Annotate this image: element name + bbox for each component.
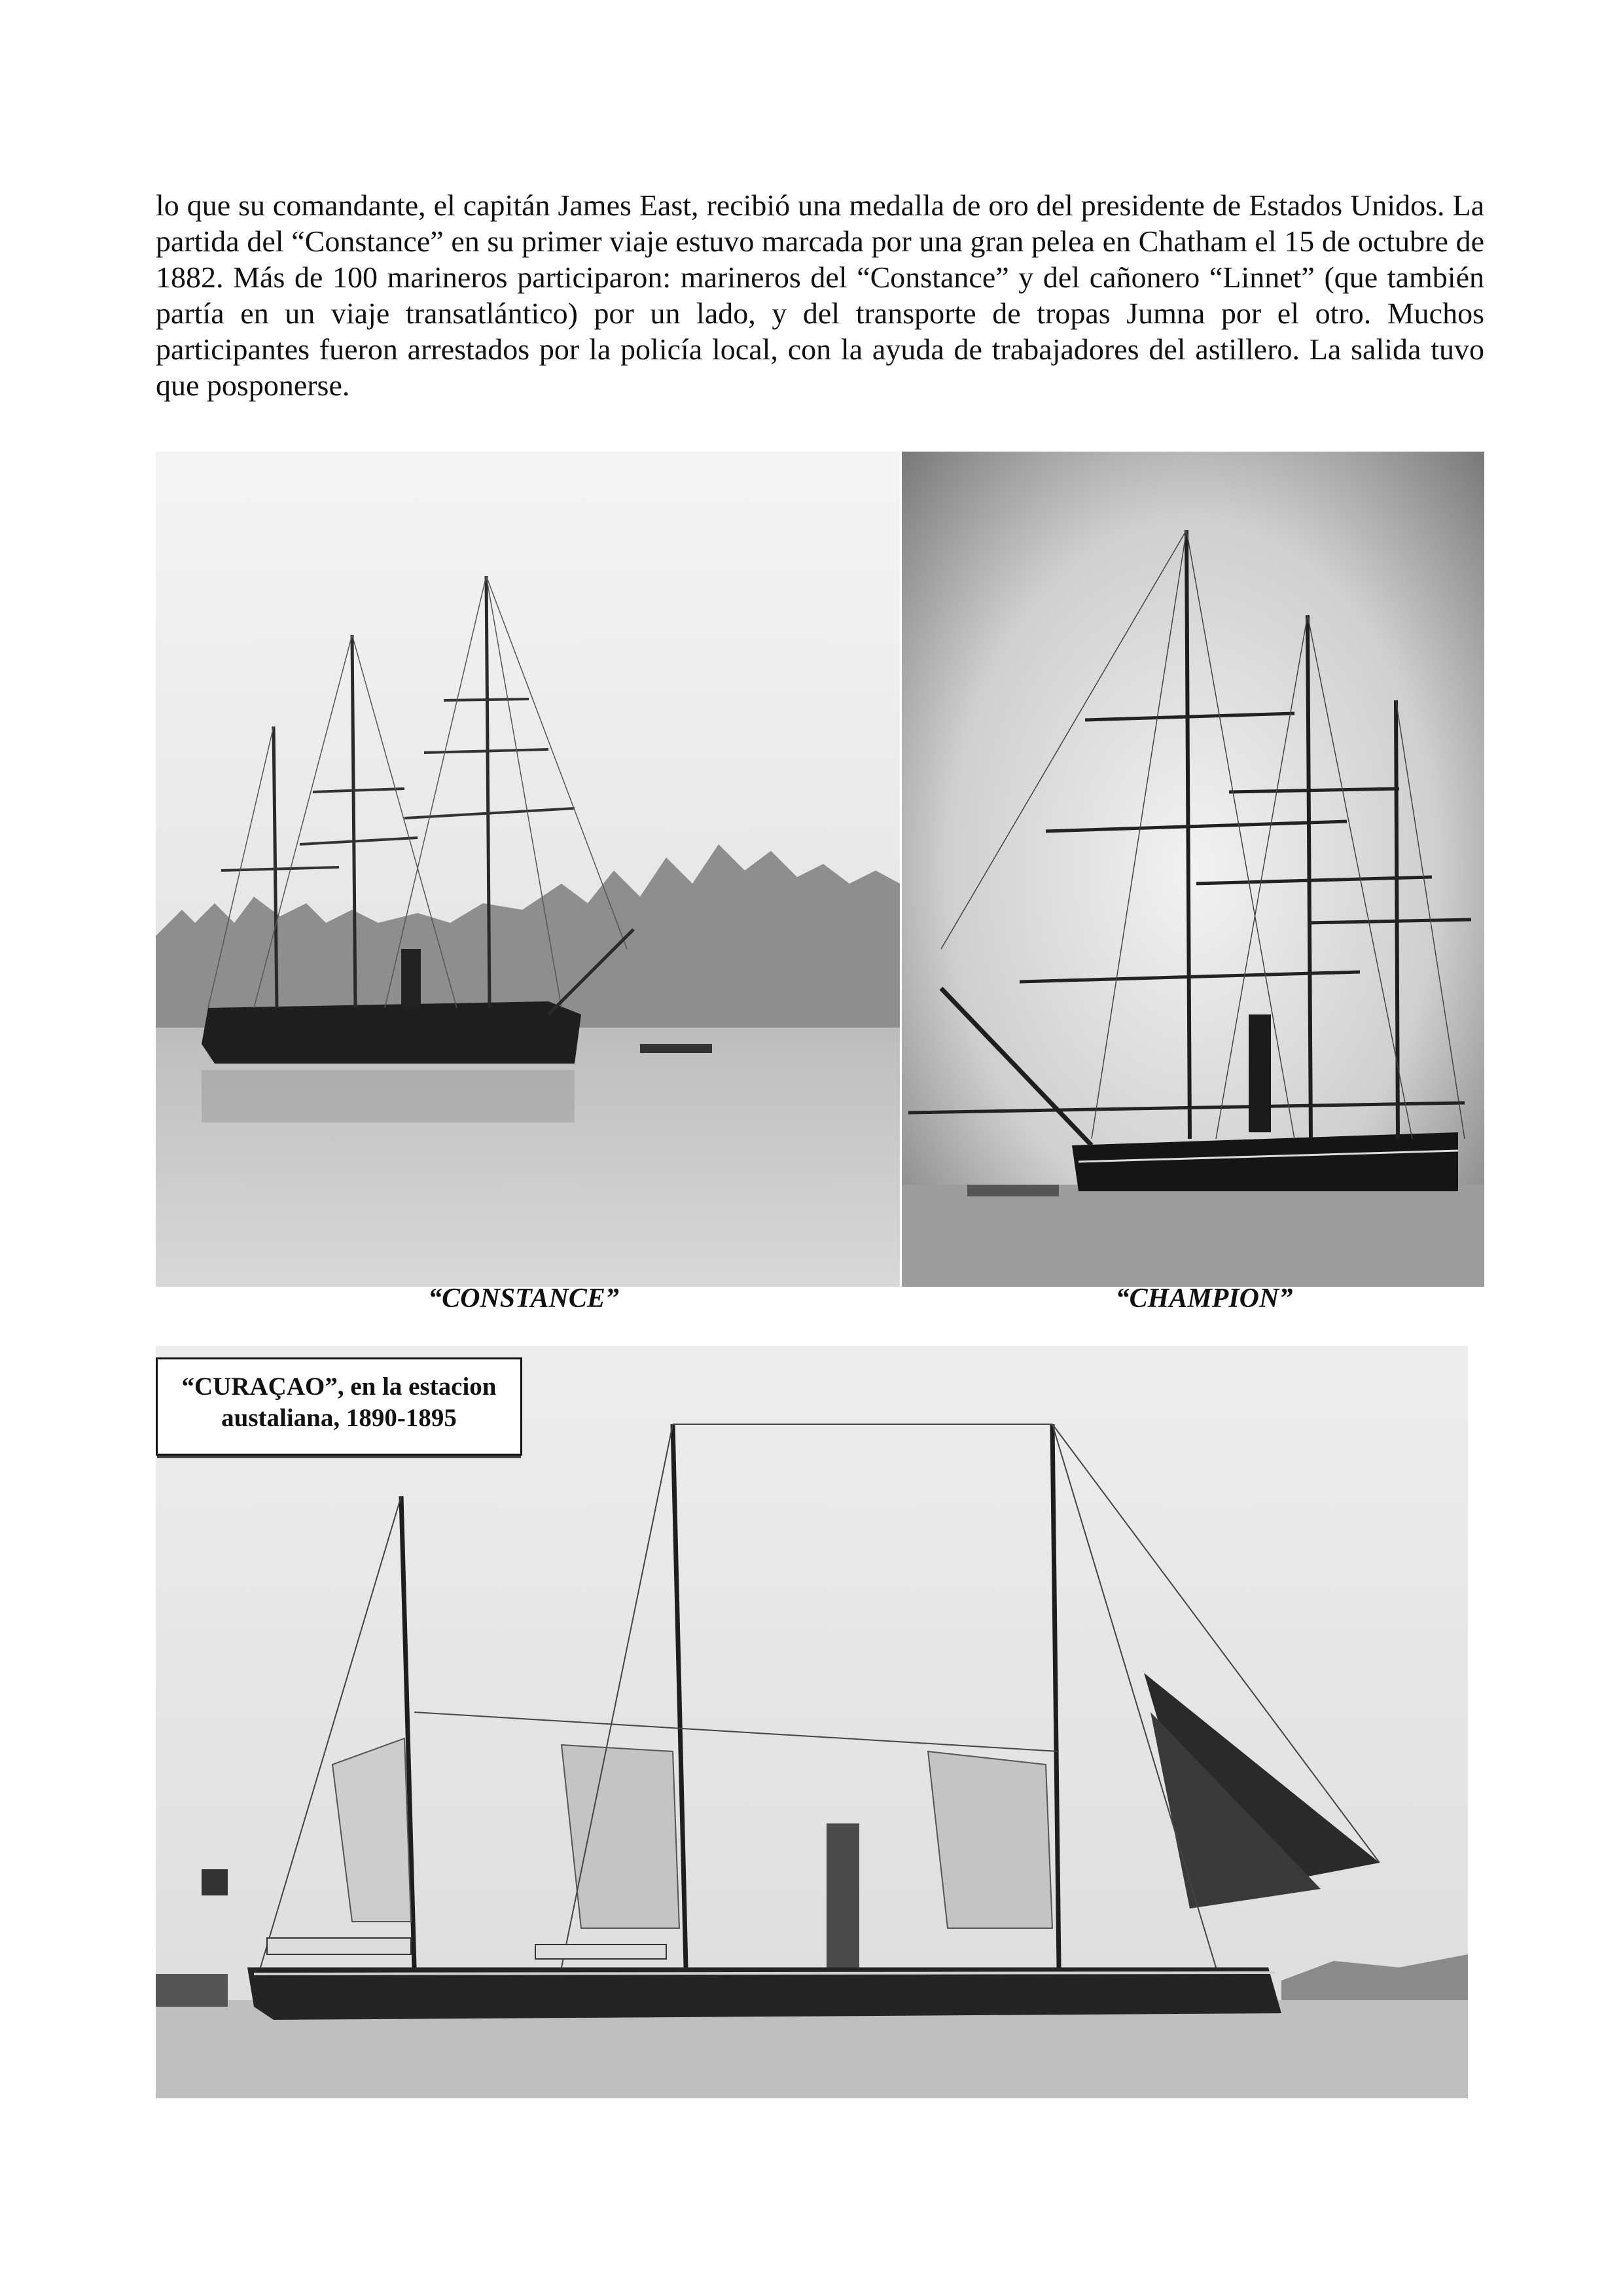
constance-photo (156, 452, 900, 1287)
body-paragraph: lo que su comandante, el capitán James East, recibió una medalla de oro del presidente de Estados Unidos. La partida del “Constance” en su primer viaje estuvo marcada por una gran pelea en Chatham el 15 de octubre de 1882. Más de 100 marineros participaron: marineros del “Constance” y del cañonero “Linnet” (que también partía en un viaje transatlántico) por un lado, y del transporte de tropas Jumna por el otro. Muchos participantes fueron arrestados por la policía local, con la ayuda de trabajadores del astillero. La salida tuvo que posponerse. (156, 188, 1484, 402)
champion-photo (902, 452, 1484, 1287)
champion-caption: “CHAMPION” (1115, 1283, 1293, 1314)
curacao-caption-line1: “CURAÇAO”, en la estacion (181, 1372, 497, 1401)
curacao-caption-line2: austaliana, 1890-1895 (221, 1404, 457, 1432)
constance-caption: “CONSTANCE” (428, 1283, 619, 1314)
curacao-photo (156, 1346, 1468, 2098)
curacao-caption-box (156, 1357, 522, 1456)
